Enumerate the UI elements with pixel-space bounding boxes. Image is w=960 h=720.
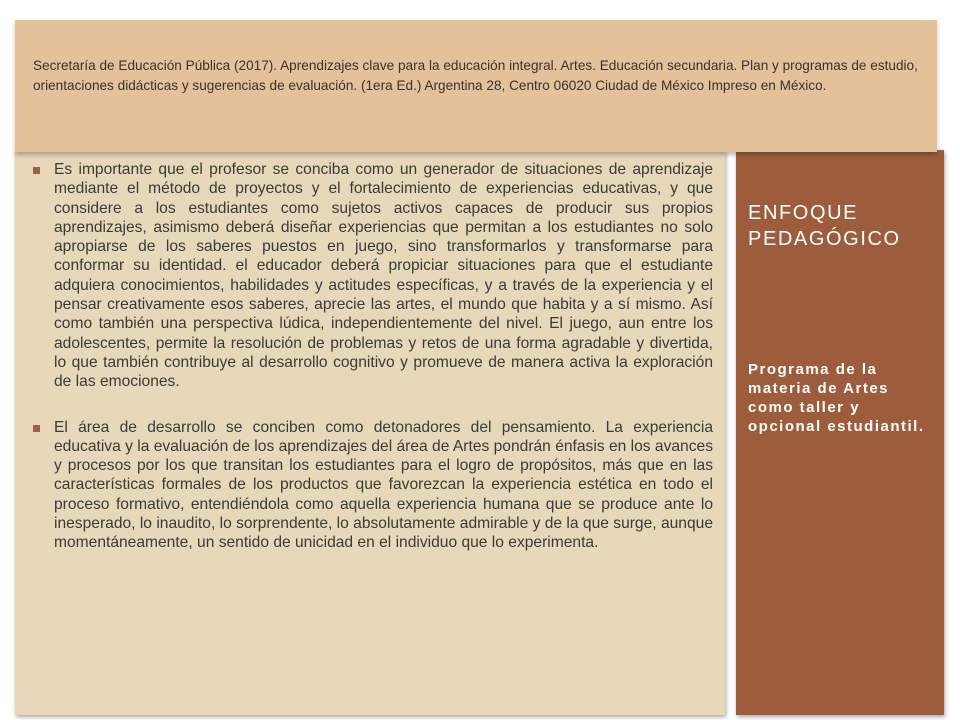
square-bullet-icon — [33, 425, 40, 432]
bullet-text-2: El área de desarrollo se conciben como detonadores del pensamiento. La experiencia educativa y la evaluación de los aprendizajes del área de Artes pondrán énfasis en los avances y procesos por los que transitan los estudiantes para el logro de propósitos, más que en las características formales de los productos que favorezcan la experiencia estética en todo el proceso formativo, entendiéndola como aquella experiencia humana que se produce ante lo inesperado, lo inaudito, lo sorprendente, lo absolutamente admirable y de la que surge, aunque momentáneamente, un sentido de unicidad en el individuo que lo experimenta. — [54, 418, 713, 552]
section-subtitle: Programa de la materia de Artes como taller y opcional estudiantil. — [748, 361, 925, 435]
citation-text: Secretaría de Educación Pública (2017). Aprendizajes clave para la educación integral. Artes. Educación secundaria. Plan y programas de estudio, orientaciones didácticas y sugerencias de evaluación. (1era Ed.) Argentina 28, Centro 06020 Ciudad de México Impreso en México. — [33, 58, 918, 93]
citation-header — [15, 20, 937, 152]
bullet-item-1 — [33, 160, 713, 392]
bullet-item-2 — [33, 418, 713, 553]
sidebar-panel — [736, 150, 944, 715]
square-bullet-icon — [33, 167, 40, 174]
content-panel — [15, 150, 725, 715]
section-title: ENFOQUE PEDAGÓGICO — [748, 202, 901, 250]
bullet-text-1: Es importante que el profesor se conciba como un generador de situaciones de aprendizaje mediante el método de proyectos y el fortalecimiento de experiencias educativas, y que considere a los estudiantes como sujetos activos capaces de producir sus propios aprendizajes, asimismo deberá diseñar experiencias que permitan a los estudiantes no solo apropiarse de los saberes puestos en juego, sino transformarlos y transformarse para conformar su identidad. el educador deberá propiciar situaciones para que el estudiante adquiera conocimientos, habilidades y actitudes específicas, y a través de la experiencia y el pensar creativamente esos saberes, aprecie las artes, el mundo que habita y a sí mismo. Así como también una perspectiva lúdica, independientemente del nivel. El juego, aun entre los adolescentes, permite la resolución de problemas y retos de una forma agradable y divertida, lo que también contribuye al desarrollo cognitivo y promueve de manera activa la exploración de las emociones. — [54, 161, 713, 391]
